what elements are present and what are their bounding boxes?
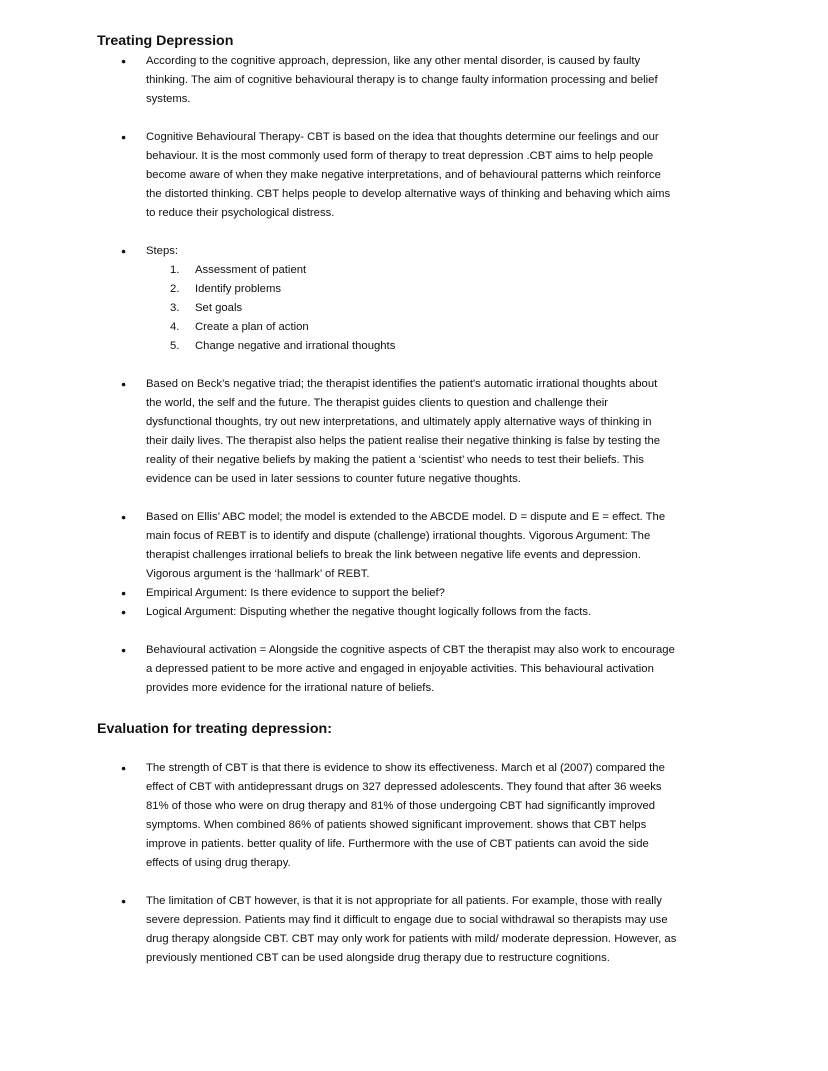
text-line: systems. <box>146 93 191 105</box>
step-number: 4. <box>170 321 180 333</box>
step-text: Create a plan of action <box>195 321 309 333</box>
step-number: 3. <box>170 302 180 314</box>
text-line: ● Logical Argument: Disputing whether the negative thought logically follows from the facts. <box>146 606 592 618</box>
text-line: Vigorous argument is the ‘hallmark’ of REBT. <box>146 568 370 580</box>
bullet-behavioural-activation <box>146 641 736 698</box>
step-number: 1. <box>170 264 180 276</box>
text-line: to reduce their psychological distress. <box>146 207 335 219</box>
steps-list <box>170 261 395 356</box>
step-text: Set goals <box>195 302 243 314</box>
text-line: severe depression. Patients may find it difficult to engage due to social withdrawal so therapists may use <box>146 914 668 926</box>
text-line: symptoms. When combined 86% of patients showed significant improvement. shows that CBT helps <box>146 819 647 831</box>
step-number: 5. <box>170 340 180 352</box>
text-line: dysfunctional thoughts, try out new interpretations, and ultimately apply alternative ways of thinking in <box>146 416 652 428</box>
step-item <box>170 280 395 299</box>
text-line: ● Steps: <box>146 245 179 257</box>
bullet-beck-negative-triad <box>146 375 736 489</box>
bullet-empirical-argument <box>146 584 736 603</box>
bullet-cbt-definition <box>146 128 736 223</box>
text-line: their daily lives. The therapist also helps the patient realise their negative thinking is false by testing the <box>146 435 661 447</box>
bullet-logical-argument <box>146 603 736 622</box>
text-line: thinking. The aim of cognitive behavioural therapy is to change faulty information processing and belief <box>146 74 658 86</box>
bullet-cognitive-approach <box>146 52 736 109</box>
step-text: Identify problems <box>195 283 282 295</box>
bullet-steps <box>146 242 736 261</box>
section-title-evaluation: Evaluation for treating depression: <box>97 721 332 737</box>
step-item <box>170 261 395 280</box>
bullet-ellis-abc-model <box>146 508 736 584</box>
step-item <box>170 299 395 318</box>
text-line: ● The strength of CBT is that there is evidence to show its effectiveness. March et al (2007) compared the <box>146 762 665 774</box>
text-line: evidence can be used in later sessions to counter future negative thoughts. <box>146 473 521 485</box>
step-item <box>170 337 395 356</box>
text-line: ● Cognitive Behavioural Therapy- CBT is based on the idea that thoughts determine our feelings and our <box>146 131 659 143</box>
text-line: reality of their negative beliefs by making the patient a ‘scientist’ who needs to test their beliefs. This <box>146 454 644 466</box>
text-line: behaviour. It is the most commonly used form of therapy to treat depression .CBT aims to help people <box>146 150 654 162</box>
text-line: ● Based on Beck’s negative triad; the therapist identifies the patient's automatic irrational thoughts about <box>146 378 658 390</box>
text-line: the world, the self and the future. The therapist guides clients to question and challenge their <box>146 397 609 409</box>
step-number: 2. <box>170 283 180 295</box>
bullet-cbt-strength <box>146 759 736 873</box>
text-line: ● Based on Ellis’ ABC model; the model is extended to the ABCDE model. D = dispute and E = effect. The <box>146 511 666 523</box>
step-text: Assessment of patient <box>195 264 307 276</box>
step-item <box>170 318 395 337</box>
text-line: effect of CBT with antidepressant drugs on 327 depressed adolescents. They found that after 36 weeks <box>146 781 662 793</box>
section-title-treating-depression: Treating Depression <box>97 33 234 49</box>
text-line: a depressed patient to be more active and engaged in enjoyable activities. This behavioural activation <box>146 663 654 675</box>
text-line: the distorted thinking. CBT helps people to develop alternative ways of thinking and behaving which aims <box>146 188 671 200</box>
text-line: ● The limitation of CBT however, is that it is not appropriate for all patients. For example, those with really <box>146 895 662 907</box>
text-line: ● Behavioural activation = Alongside the cognitive aspects of CBT the therapist may also work to encourage <box>146 644 675 656</box>
text-line: therapist challenges irrational beliefs to break the link between negative life events and depression. <box>146 549 641 561</box>
text-line: improve in patients. better quality of life. Furthermore with the use of CBT patients can avoid the side <box>146 838 649 850</box>
text-line: 81% of those who were on drug therapy and 81% of those undergoing CBT had significantly improved <box>146 800 656 812</box>
text-line: previously mentioned CBT can be used alongside drug therapy due to restructure cognitions. <box>146 952 610 964</box>
text-line: become aware of when they make negative interpretations, and of behavioural patterns which reinforce <box>146 169 661 181</box>
step-text: Change negative and irrational thoughts <box>195 340 396 352</box>
text-line: ● Empirical Argument: Is there evidence to support the belief? <box>146 587 445 599</box>
text-line: provides more evidence for the irrational nature of beliefs. <box>146 682 435 694</box>
text-line: drug therapy alongside CBT. CBT may only work for patients with mild/ moderate depression. However, as <box>146 933 677 945</box>
bullet-cbt-limitation <box>146 892 736 968</box>
text-line: effects of using drug therapy. <box>146 857 291 869</box>
text-line: main focus of REBT is to identify and dispute (challenge) irrational thoughts. Vigorous Argument: The <box>146 530 651 542</box>
text-line: ● According to the cognitive approach, depression, like any other mental disorder, is caused by faulty <box>146 55 641 67</box>
